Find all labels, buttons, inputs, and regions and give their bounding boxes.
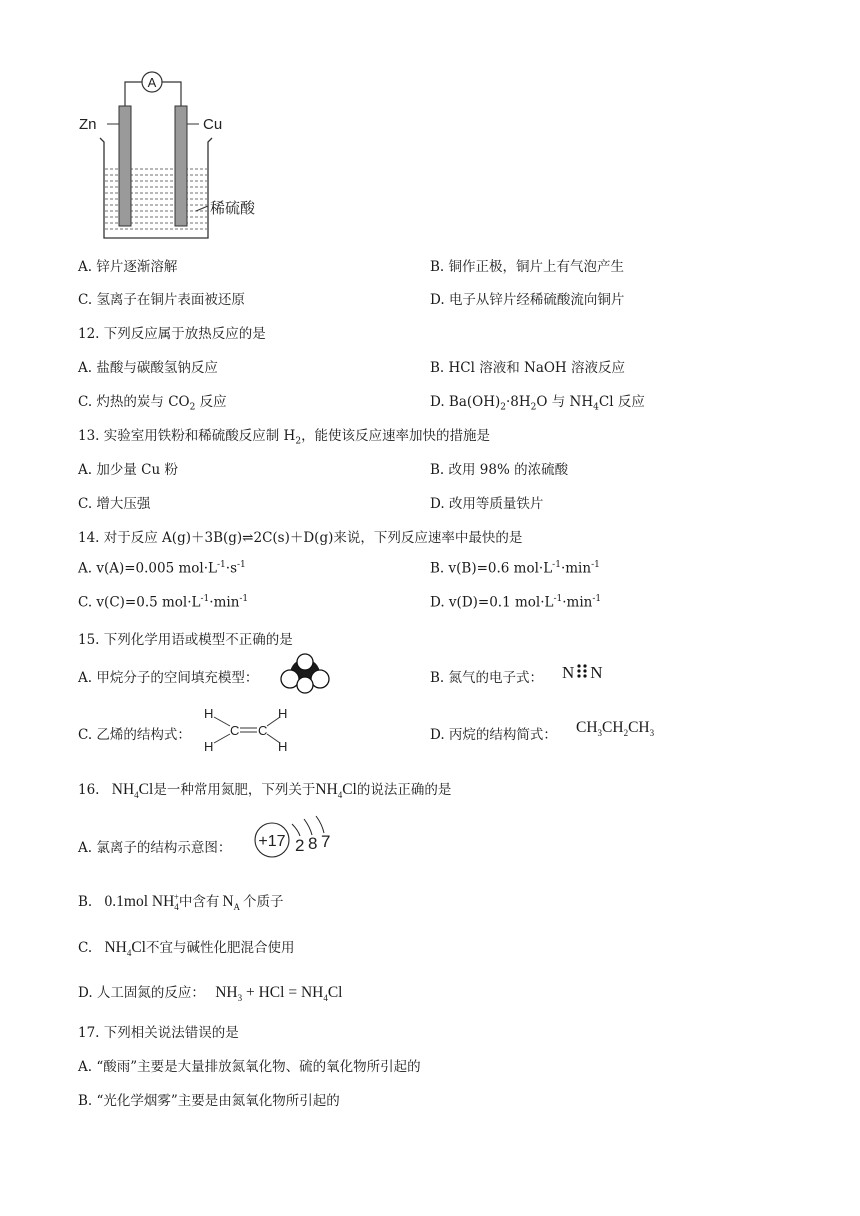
q15-option-c: C. 乙烯的结构式：: [78, 727, 191, 743]
ethylene-structural-formula: [200, 702, 300, 756]
q12-option-c: C. 灼热的炭与 $CO_2$ 反应: [78, 394, 227, 413]
solution-label: 稀硫酸: [210, 200, 256, 217]
q15-option-d: D. 丙烷的结构简式：: [430, 727, 557, 743]
q16-stem: 16. $NH_4Cl$是一种常用氮肥，下列关于$NH_4Cl$的说法正确的是: [78, 781, 452, 801]
nitrogen-electron-formula: N N: [562, 663, 603, 682]
galvanic-cell-diagram: [76, 66, 296, 246]
svg-text:C: C: [230, 723, 240, 738]
svg-text:+17: +17: [258, 833, 286, 850]
q17-stem: 17. 下列相关说法错误的是: [78, 1025, 239, 1041]
q11-option-b: B. 铜作正极，铜片上有气泡产生: [430, 259, 625, 275]
triple-bond-electron-dots-icon: [574, 663, 590, 679]
cu-label: Cu: [203, 116, 223, 133]
q12-option-d: D. $Ba(OH)_2\cdot 8H_2O$ 与 $NH_4Cl$ 反应: [430, 394, 645, 413]
svg-text:H: H: [278, 706, 288, 721]
svg-text:H: H: [278, 739, 288, 754]
svg-text:C: C: [258, 723, 268, 738]
copper-electrode: [175, 106, 187, 226]
q16-option-c: C. $NH_4Cl$不宜与碱性化肥混合使用: [78, 939, 295, 959]
svg-text:H: H: [204, 739, 214, 754]
svg-text:7: 7: [321, 832, 331, 851]
q12-option-b: B. HCl 溶液和 NaOH 溶液反应: [430, 360, 625, 376]
q14-option-c: C. v(C)=0.5 $mol\cdot L^{-1}\cdot\min^{-1}$: [78, 594, 249, 611]
q16-option-a: A. 氯离子的结构示意图：: [78, 840, 232, 856]
zinc-electrode: [119, 106, 131, 226]
q17-option-b: B. “光化学烟雾”主要是由氮氧化物所引起的: [78, 1093, 340, 1109]
q13-stem: 13. 实验室用铁粉和稀硫酸反应制 $H_2$，能使该反应速率加快的措施是: [78, 428, 491, 447]
propane-formula: $CH_3CH_2CH_3$: [576, 719, 655, 739]
q17-option-a: A. “酸雨”主要是大量排放氮氧化物、硫的氧化物所引起的: [78, 1059, 421, 1075]
q11-option-d: D. 电子从锌片经稀硫酸流向铜片: [430, 292, 625, 308]
q15-option-a: A. 甲烷分子的空间填充模型：: [78, 670, 259, 686]
svg-text:8: 8: [308, 834, 318, 853]
q12-stem: 12. 下列反应属于放热反应的是: [78, 326, 266, 342]
svg-text:2: 2: [295, 836, 305, 855]
svg-text:H: H: [204, 706, 214, 721]
q13-option-d: D. 改用等质量铁片: [430, 496, 544, 512]
q13-option-a: A. 加少量 Cu 粉: [78, 462, 178, 478]
q12-option-a: A. 盐酸与碳酸氢钠反应: [78, 360, 218, 376]
zn-label: Zn: [79, 116, 97, 133]
q11-option-a: A. 锌片逐渐溶解: [78, 259, 178, 275]
q13-option-c: C. 增大压强: [78, 496, 151, 512]
q14-option-a: A. v(A)=0.005 $mol\cdot L^{-1}\cdot s^{-1}$: [78, 560, 246, 577]
q13-option-b: B. 改用 98% 的浓硫酸: [430, 462, 569, 478]
methane-space-filling-model: [280, 652, 330, 694]
q14-option-b: B. v(B)=0.6 $mol\cdot L^{-1}\cdot\min^{-1}$: [430, 560, 600, 577]
q15-option-b: B. 氮气的电子式：: [430, 670, 544, 686]
q14-stem: 14. 对于反应 A(g)＋3B(g)⇌2C(s)＋D(g)来说，下列反应速率中最快的是: [78, 530, 523, 546]
q15-stem: 15. 下列化学用语或模型不正确的是: [78, 632, 293, 648]
q16-option-d: D. 人工固氮的反应： $NH_3$ + HCl = $NH_4Cl$: [78, 984, 343, 1004]
chloride-ion-structure-diagram: [252, 814, 342, 866]
q14-option-d: D. v(D)=0.1 $mol\cdot L^{-1}\cdot\min^{-1}$: [430, 594, 602, 611]
ammeter-label: A: [147, 75, 157, 90]
q16-option-b: B. 0.1mol $NH_4^+$中含有 $N_A$ 个质子: [78, 891, 284, 913]
q11-option-c: C. 氢离子在铜片表面被还原: [78, 292, 245, 308]
